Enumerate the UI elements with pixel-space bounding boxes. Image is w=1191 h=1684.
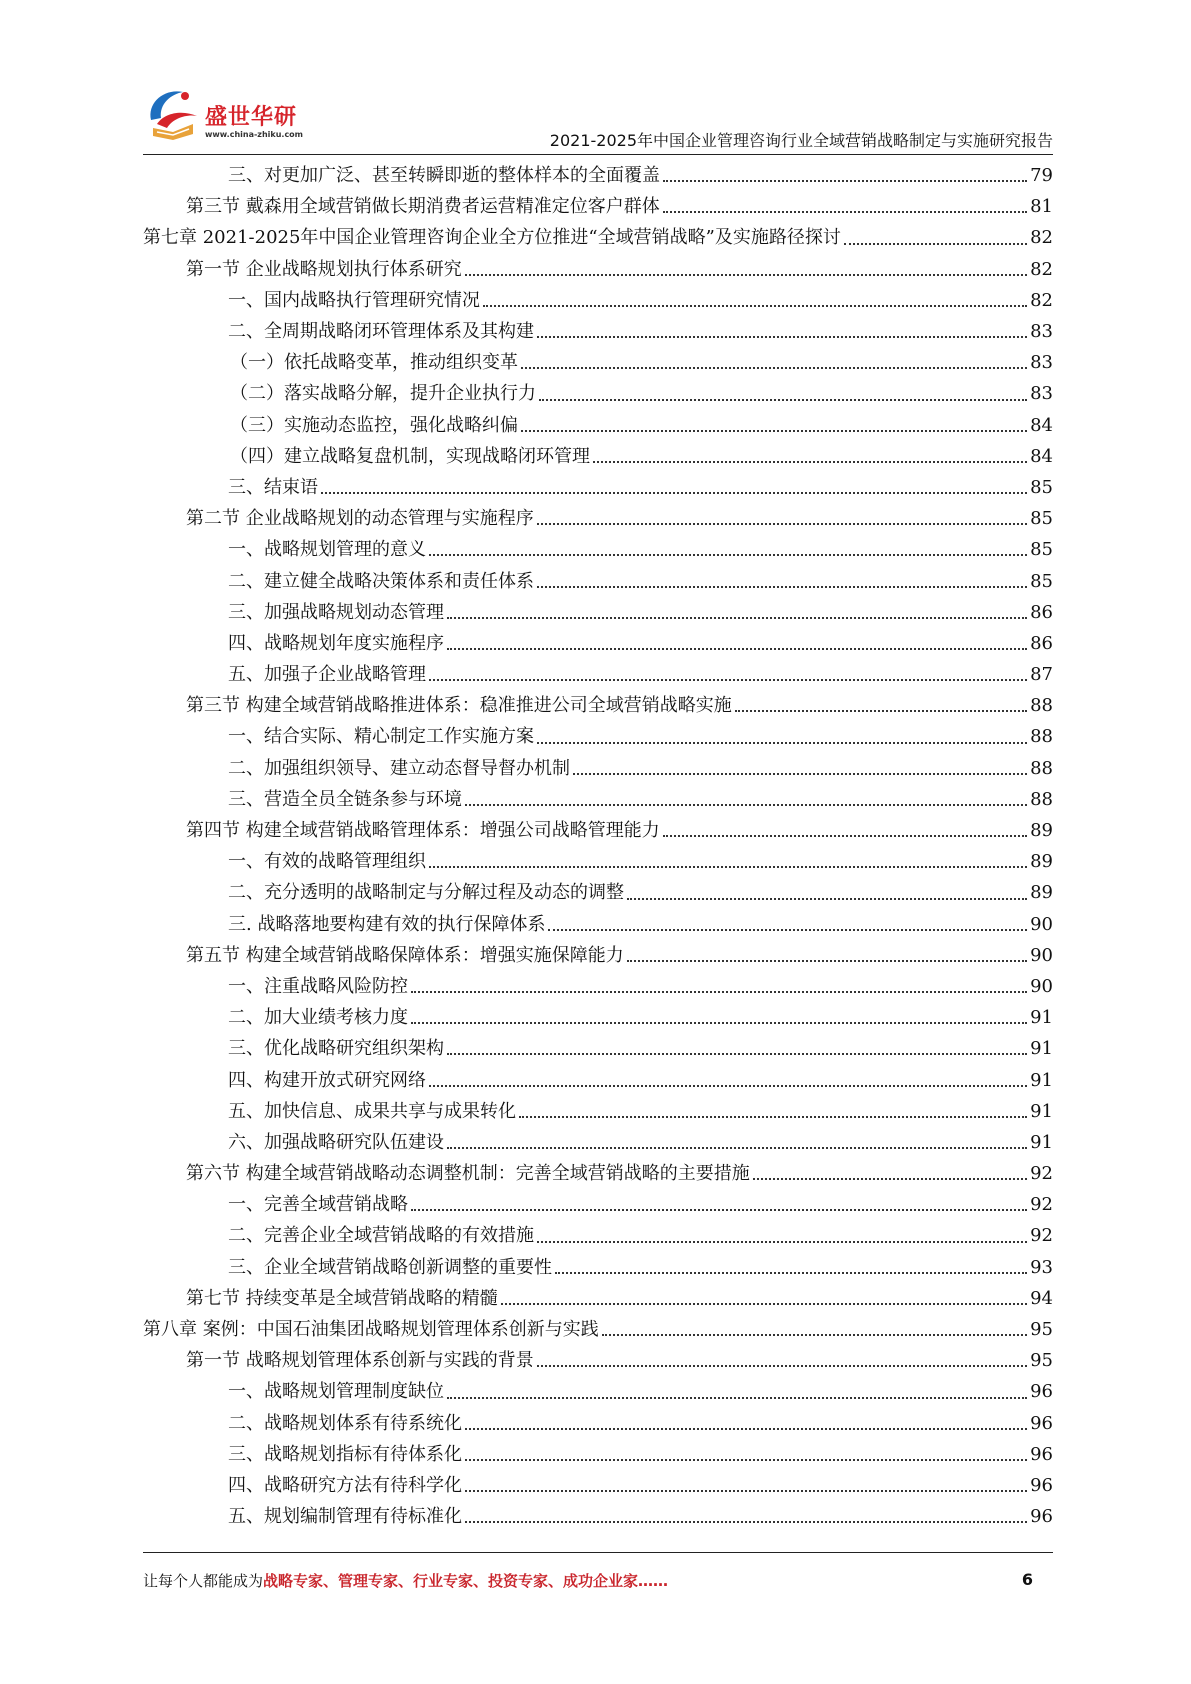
toc-entry-page: 92: [1030, 1163, 1053, 1185]
toc-entry-title: 第二节 企业战略规划的动态管理与实施程序: [186, 508, 534, 530]
toc-dot-leader: [663, 210, 1027, 213]
toc-entry-title: 第七节 持续变革是全域营销战略的精髓: [186, 1287, 498, 1309]
toc-entry-page: 96: [1030, 1443, 1053, 1465]
toc-entry-title: 五、规划编制管理有待标准化: [228, 1506, 462, 1528]
page-header: [143, 80, 1053, 160]
toc-entry-title: 第六节 构建全域营销战略动态调整机制：完善全域营销战略的主要措施: [186, 1163, 750, 1185]
toc-dot-leader: [411, 990, 1027, 993]
toc-entry-title: 一、战略规划管理的意义: [228, 539, 426, 561]
toc-entry-title: （四）建立战略复盘机制，实现战略闭环管理: [230, 445, 590, 467]
toc-dot-leader: [519, 1115, 1027, 1118]
toc-entry-title: 第八章 案例：中国石油集团战略规划管理体系创新与实践: [143, 1319, 599, 1341]
toc-entry-page: 82: [1030, 258, 1053, 280]
toc-entry-page: 90: [1030, 944, 1053, 966]
toc-entry[interactable]: [143, 909, 1053, 940]
toc-dot-leader: [465, 1489, 1027, 1492]
toc-entry-title: 二、加大业绩考核力度: [228, 1007, 408, 1029]
report-title: 2021-2025年中国企业管理咨询行业全域营销战略制定与实施研究报告: [549, 131, 1053, 150]
toc-entry[interactable]: [143, 222, 1053, 253]
toc-entry-title: （三）实施动态监控，强化战略纠偏: [230, 414, 518, 436]
toc-entry-page: 92: [1030, 1225, 1053, 1247]
toc-entry[interactable]: [143, 1158, 1053, 1189]
toc-entry[interactable]: [143, 254, 1053, 285]
toc-entry-page: 89: [1030, 851, 1053, 873]
toc-entry-page: 91: [1030, 1007, 1053, 1029]
toc-entry[interactable]: [143, 160, 1053, 191]
footer-slogan-prefix: 让每个人都能成为: [143, 1572, 264, 1590]
brand-logo: [143, 80, 343, 150]
toc-entry-title: 二、建立健全战略决策体系和责任体系: [228, 570, 534, 592]
toc-entry[interactable]: [143, 1439, 1053, 1470]
toc-entry-title: 二、完善企业全域营销战略的有效措施: [228, 1225, 534, 1247]
toc-dot-leader: [429, 678, 1027, 681]
toc-dot-leader: [537, 1364, 1027, 1367]
toc-entry-title: 三. 战略落地要构建有效的执行保障体系: [228, 913, 546, 935]
toc-entry[interactable]: [143, 971, 1053, 1002]
toc-entry-title: 二、加强组织领导、建立动态督导督办机制: [228, 757, 570, 779]
toc-entry-title: （一）依托战略变革，推动组织变革: [230, 352, 518, 374]
footer-divider: [143, 1552, 1053, 1553]
toc-entry-page: 93: [1030, 1256, 1053, 1278]
toc-entry[interactable]: [143, 1376, 1053, 1407]
toc-entry-title: 第四节 构建全域营销战略管理体系：增强公司战略管理能力: [186, 820, 660, 842]
toc-dot-leader: [483, 304, 1027, 307]
toc-dot-leader: [465, 1427, 1027, 1430]
toc-entry-page: 96: [1030, 1474, 1053, 1496]
toc-entry[interactable]: [143, 503, 1053, 534]
toc-entry-title: 五、加快信息、成果共享与成果转化: [228, 1100, 516, 1122]
toc-dot-leader: [447, 1396, 1027, 1399]
toc-dot-leader: [321, 491, 1027, 494]
toc-entry[interactable]: [143, 659, 1053, 690]
toc-entry-title: 三、战略规划指标有待体系化: [228, 1443, 462, 1465]
toc-entry[interactable]: [143, 1064, 1053, 1095]
toc-dot-leader: [447, 1146, 1027, 1149]
toc-entry[interactable]: [143, 940, 1053, 971]
toc-entry-page: 84: [1030, 445, 1053, 467]
toc-dot-leader: [537, 335, 1027, 338]
toc-entry-title: 三、企业全域营销战略创新调整的重要性: [228, 1256, 552, 1278]
toc-entry-page: 94: [1030, 1287, 1053, 1309]
toc-entry-title: 六、加强战略研究队伍建设: [228, 1131, 444, 1153]
toc-entry-title: 一、国内战略执行管理研究情况: [228, 289, 480, 311]
toc-entry-page: 90: [1030, 913, 1053, 935]
toc-entry-title: 三、结束语: [228, 476, 318, 498]
toc-entry[interactable]: [143, 1189, 1053, 1220]
toc-entry[interactable]: [143, 846, 1053, 877]
toc-entry[interactable]: [143, 1345, 1053, 1376]
toc-entry-page: 84: [1030, 414, 1053, 436]
toc-dot-leader: [429, 865, 1027, 868]
toc-entry-page: 92: [1030, 1194, 1053, 1216]
toc-dot-leader: [537, 522, 1027, 525]
toc-entry-title: 第一节 企业战略规划执行体系研究: [186, 258, 462, 280]
toc-entry[interactable]: [143, 191, 1053, 222]
toc-dot-leader: [573, 772, 1027, 775]
toc-dot-leader: [429, 553, 1027, 556]
toc-entry[interactable]: [143, 690, 1053, 721]
header-divider: [143, 154, 1053, 155]
toc-entry-page: 96: [1030, 1381, 1053, 1403]
toc-dot-leader: [663, 834, 1027, 837]
toc-dot-leader: [537, 585, 1027, 588]
toc-entry-page: 86: [1030, 632, 1053, 654]
toc-entry-title: 三、优化战略研究组织架构: [228, 1038, 444, 1060]
toc-entry[interactable]: [143, 1002, 1053, 1033]
logo-mark-icon: [143, 82, 205, 144]
toc-dot-leader: [465, 803, 1027, 806]
toc-dot-leader: [753, 1177, 1027, 1180]
toc-dot-leader: [555, 1271, 1027, 1274]
toc-entry-page: 86: [1030, 601, 1053, 623]
toc-entry-page: 89: [1030, 882, 1053, 904]
toc-dot-leader: [844, 242, 1027, 245]
toc-entry[interactable]: [143, 1283, 1053, 1314]
toc-entry[interactable]: [143, 410, 1053, 441]
toc-entry[interactable]: [143, 1252, 1053, 1283]
toc-dot-leader: [627, 897, 1027, 900]
toc-entry[interactable]: [143, 1127, 1053, 1158]
toc-entry[interactable]: [143, 347, 1053, 378]
toc-entry[interactable]: [143, 753, 1053, 784]
toc-entry[interactable]: [143, 316, 1053, 347]
toc-dot-leader: [447, 616, 1027, 619]
toc-entry-title: 第五节 构建全域营销战略保障体系：增强实施保障能力: [186, 944, 624, 966]
toc-entry-title: 第三节 构建全域营销战略推进体系：稳准推进公司全域营销战略实施: [186, 695, 732, 717]
toc-entry-page: 88: [1030, 788, 1053, 810]
toc-entry[interactable]: [143, 877, 1053, 908]
toc-entry-page: 85: [1030, 570, 1053, 592]
toc-entry[interactable]: [143, 784, 1053, 815]
toc-entry-title: 四、战略规划年度实施程序: [228, 632, 444, 654]
toc-entry-page: 83: [1030, 321, 1053, 343]
toc-dot-leader: [537, 741, 1027, 744]
toc-dot-leader: [593, 460, 1027, 463]
toc-entry[interactable]: [143, 1314, 1053, 1345]
toc-entry-title: 一、完善全域营销战略: [228, 1194, 408, 1216]
toc-entry[interactable]: [143, 1220, 1053, 1251]
toc-entry-page: 83: [1030, 352, 1053, 374]
toc-entry-title: 第三节 戴森用全域营销做长期消费者运营精准定位客户群体: [186, 196, 660, 218]
toc-entry[interactable]: [143, 1470, 1053, 1501]
toc-dot-leader: [548, 928, 1027, 931]
toc-entry-page: 87: [1030, 664, 1053, 686]
toc-entry-page: 82: [1030, 289, 1053, 311]
toc-dot-leader: [602, 1333, 1027, 1336]
toc-entry-page: 85: [1030, 539, 1053, 561]
toc-dot-leader: [411, 1208, 1027, 1211]
page-footer: [143, 1570, 1053, 1600]
toc-dot-leader: [447, 647, 1027, 650]
toc-dot-leader: [411, 1021, 1027, 1024]
toc-dot-leader: [521, 366, 1027, 369]
toc-entry-title: 第七章 2021-2025年中国企业管理咨询企业全方位推进“全域营销战略”及实施路径探讨: [143, 227, 841, 249]
toc-entry[interactable]: [143, 1408, 1053, 1439]
toc-entry-title: 三、营造全员全链条参与环境: [228, 788, 462, 810]
toc-entry-page: 89: [1030, 820, 1053, 842]
toc-entry-title: 一、结合实际、精心制定工作实施方案: [228, 726, 534, 748]
page-number: 6: [1021, 1570, 1033, 1589]
toc-entry[interactable]: [143, 721, 1053, 752]
toc-entry-page: 79: [1030, 165, 1053, 187]
toc-entry-page: 95: [1030, 1350, 1053, 1372]
brand-url: www.china-zhiku.com: [205, 130, 304, 139]
toc-entry[interactable]: [143, 1033, 1053, 1064]
toc-entry[interactable]: [143, 378, 1053, 409]
toc-entry-title: 二、战略规划体系有待系统化: [228, 1412, 462, 1434]
toc-entry-title: 第一节 战略规划管理体系创新与实践的背景: [186, 1350, 534, 1372]
toc-entry-page: 88: [1030, 695, 1053, 717]
toc-entry-page: 85: [1030, 476, 1053, 498]
toc-dot-leader: [663, 179, 1027, 182]
toc-dot-leader: [627, 959, 1027, 962]
toc-dot-leader: [429, 1084, 1027, 1087]
toc-entry[interactable]: [143, 472, 1053, 503]
toc-dot-leader: [465, 1520, 1027, 1523]
toc-entry-page: 88: [1030, 726, 1053, 748]
toc-entry[interactable]: [143, 628, 1053, 659]
toc-entry-title: 一、有效的战略管理组织: [228, 851, 426, 873]
toc-entry-page: 91: [1030, 1100, 1053, 1122]
toc-entry[interactable]: [143, 1501, 1053, 1532]
toc-entry-page: 90: [1030, 975, 1053, 997]
toc-entry-title: 三、加强战略规划动态管理: [228, 601, 444, 623]
toc-entry-title: 三、对更加广泛、甚至转瞬即逝的整体样本的全面覆盖: [228, 165, 660, 187]
toc-entry-page: 96: [1030, 1412, 1053, 1434]
toc-entry-title: 五、加强子企业战略管理: [228, 664, 426, 686]
toc-entry-title: 二、充分透明的战略制定与分解过程及动态的调整: [228, 882, 624, 904]
toc-entry-page: 96: [1030, 1506, 1053, 1528]
toc-dot-leader: [501, 1302, 1027, 1305]
toc-entry[interactable]: [143, 597, 1053, 628]
toc-entry[interactable]: [143, 565, 1053, 596]
toc-entry[interactable]: [143, 815, 1053, 846]
toc-dot-leader: [537, 1240, 1027, 1243]
toc-entry-page: 95: [1030, 1319, 1053, 1341]
toc-entry-title: 二、全周期战略闭环管理体系及其构建: [228, 321, 534, 343]
toc-entry-title: 四、构建开放式研究网络: [228, 1069, 426, 1091]
footer-slogan-highlight: 战略专家、管理专家、行业专家、投资专家、成功企业家……: [263, 1572, 669, 1590]
toc-entry-page: 85: [1030, 508, 1053, 530]
table-of-contents: [143, 160, 1053, 1532]
toc-entry-page: 88: [1030, 757, 1053, 779]
toc-dot-leader: [539, 398, 1027, 401]
toc-dot-leader: [465, 1458, 1027, 1461]
toc-entry-page: 91: [1030, 1038, 1053, 1060]
toc-entry-page: 81: [1030, 196, 1053, 218]
toc-entry[interactable]: [143, 1096, 1053, 1127]
toc-dot-leader: [465, 273, 1027, 276]
toc-entry[interactable]: [143, 285, 1053, 316]
toc-entry-page: 82: [1030, 227, 1053, 249]
toc-dot-leader: [521, 429, 1027, 432]
toc-entry[interactable]: [143, 441, 1053, 472]
toc-entry-title: 四、战略研究方法有待科学化: [228, 1474, 462, 1496]
toc-entry-title: 一、注重战略风险防控: [228, 975, 408, 997]
brand-name: 盛世华研: [205, 105, 298, 130]
toc-entry-page: 91: [1030, 1069, 1053, 1091]
toc-dot-leader: [735, 709, 1027, 712]
toc-entry-page: 91: [1030, 1131, 1053, 1153]
toc-entry-title: （二）落实战略分解，提升企业执行力: [230, 383, 536, 405]
toc-entry[interactable]: [143, 534, 1053, 565]
toc-entry-page: 83: [1030, 383, 1053, 405]
toc-dot-leader: [447, 1052, 1027, 1055]
toc-entry-title: 一、战略规划管理制度缺位: [228, 1381, 444, 1403]
